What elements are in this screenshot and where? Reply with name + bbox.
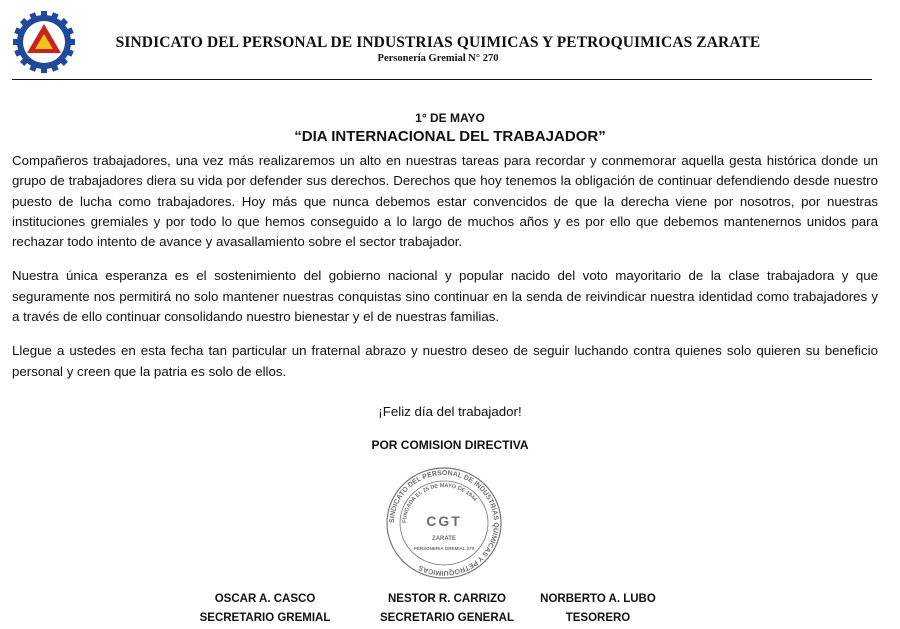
closing-line: POR COMISION DIRECTIVA [371, 438, 529, 452]
signatory [190, 590, 340, 628]
paragraph: Nuestra única esperanza es el sostenimiento del gobierno nacional y popular nacido del voto mayoritario de la clase trabajadora y que seguramente nos permitirá no solo mantener nuestras conquistas sino continuar en la senda de reivindicar nuestra identidad como trabajadores y a través de ello continuar consolidando nuestro bienestar y el de nuestras familias. [12, 268, 878, 325]
seal-city-text: ZARATE [432, 536, 456, 542]
signatory-name: OSCAR A. CASCO [214, 593, 316, 605]
signatory-role: SECRETARIO GREMIAL [199, 612, 331, 624]
union-seal-icon [384, 466, 504, 581]
signatory [372, 590, 522, 628]
organization-name: SINDICATO DEL PERSONAL DE INDUSTRIAS QUIMICAS Y PETROQUIMICAS ZARATE [115, 34, 761, 51]
letter-title: “DIA INTERNACIONAL DEL TRABAJADOR” [294, 128, 606, 145]
seal-lower-text: PERSONERIA GREMIAL 270 [413, 546, 475, 551]
paragraph: Llegue a ustedes en esta fecha tan particular un fraternal abrazo y nuestro deseo de seguir luchando contra quienes solo quieren su beneficio personal y creen que la patria es solo de ellos. [12, 343, 878, 379]
seal-inner-text: FUNDADA EL 25 DE MAYO DE 1944 [401, 482, 478, 524]
signatory-role: SECRETARIO GENERAL [380, 612, 514, 624]
seal-center-text: CGT [426, 513, 462, 529]
seal-ring-text: SINDICATO DEL PERSONAL DE INDUSTRIAS QUIMICAS Y PETROQUIMICAS [388, 469, 500, 577]
signatory-role: TESORERO [565, 612, 631, 624]
signatory-name: NORBERTO A. LUBO [540, 593, 656, 605]
union-logo-icon [12, 10, 76, 74]
organization-subtitle: Personería Gremial N° 270 [377, 53, 499, 64]
signatory-name: NESTOR R. CARRIZO [388, 593, 506, 605]
signatory [523, 590, 673, 628]
header-divider [12, 79, 872, 80]
paragraph: Compañeros trabajadores, una vez más realizaremos un alto en nuestras tareas para recordar y conmemorar aquella gesta histórica donde un grupo de trabajadores diera su vida por defender sus derechos. Derechos que hoy tenemos la obligación de continuar defendiendo desde nuestro puesto de lucha como trabajadores. Hoy más que nunca debemos estar convencidos de que la derecha viene por nosotros, por nuestras instituciones gremiales y por todo lo que hemos conseguido a lo largo de muchos años y es por ello que debemos mantenernos unidos para rechazar todo intento de avance y avasallamiento sobre el sector trabajador. [12, 153, 878, 250]
letter-body [12, 151, 878, 396]
greeting: ¡Feliz día del trabajador! [378, 404, 522, 419]
letter-date: 1° DE MAYO [415, 111, 485, 125]
